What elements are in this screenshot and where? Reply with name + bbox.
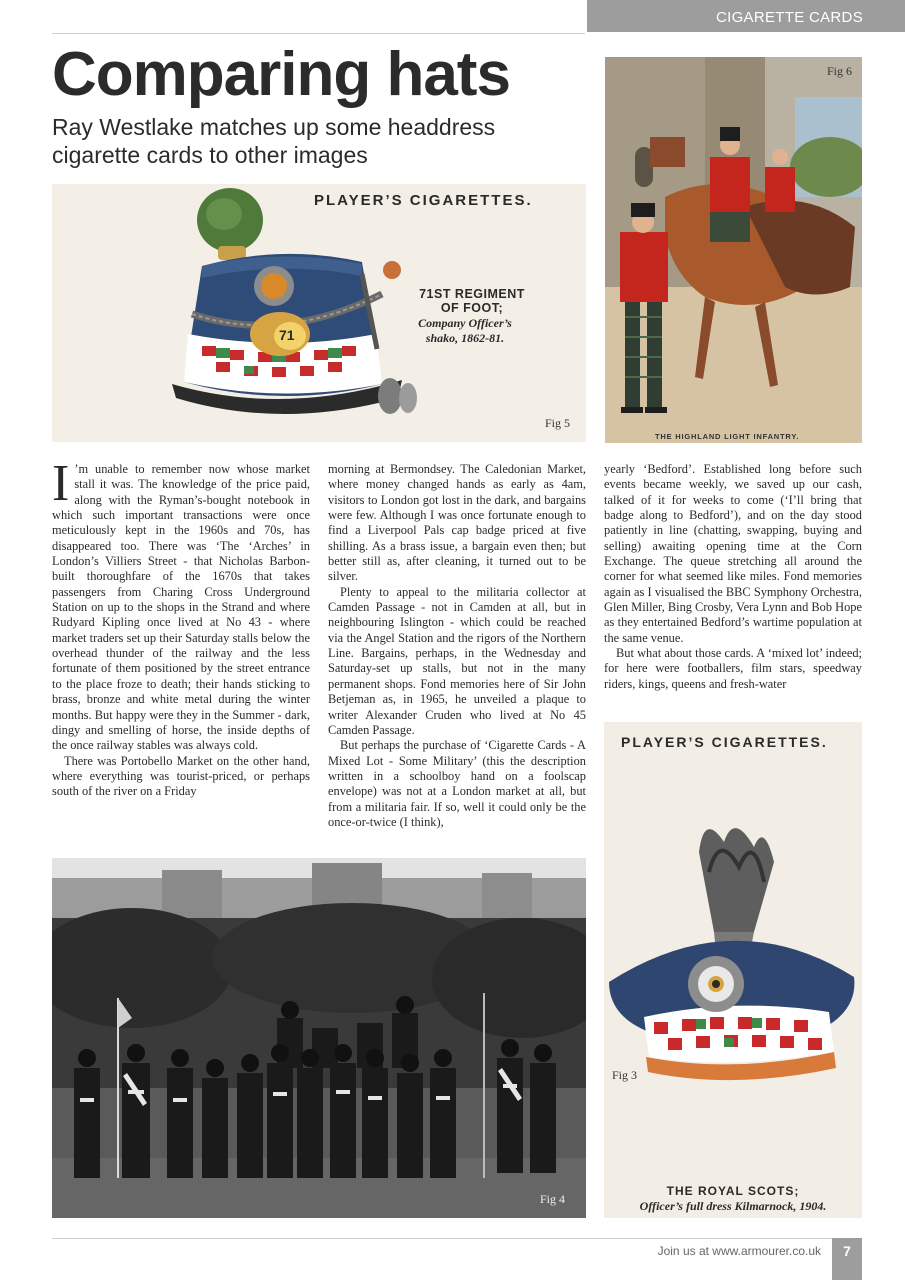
section-title: CIGARETTE CARDS — [715, 9, 863, 26]
paragraph-2-cont: morning at Bermondsey. The Caledonian Market, where money changed hands as early as 4am, visitors to London got lost in the dark, and bargains were few. Although I was once fortunate enough to find a Liverpool Pals cap badge priced at five shilling. As a brass issue, a bargain even then; but better still as, after cleaning, it turned out to be silver. — [328, 462, 586, 584]
paragraph-3: Plenty to appeal to the militaria collector at Camden Passage - not in Camden at all, but in neighbouring Islington - which could be reached via the Angel Station and the rigors of the Northern Line. Bargains, perhaps, in the Wednesday and Saturday-set up stalls, but not in the many permanent shops. Fond memories here of Sir John Betjeman as, in 1965, he unveiled a plaque to writer Alexander Cruden who lived at No 45 Camden Passage. — [328, 584, 586, 737]
fig5-brand: PLAYER’S CIGARETTES. — [314, 192, 533, 209]
regiment-photo — [52, 858, 586, 1218]
section-tab — [587, 0, 905, 32]
fig5-caption-4: shako, 1862-81. — [425, 331, 505, 345]
paragraph-4-start: But perhaps the purchase of ‘Cigarette Cards - A Mixed Lot - Some Military’ (this the description written in a schoolboy hand on a foolscap envelope) was not at a London market at all, but from a militaria fair. If so, well it could only be the once-or-twice (I think), — [328, 738, 586, 829]
shako-illustration — [162, 184, 422, 434]
fig6-painting — [605, 57, 862, 443]
fig3-kilmarnock-card — [604, 722, 862, 1218]
fig3-caption-2: Officer’s full dress Kilmarnock, 1904. — [639, 1199, 827, 1213]
hli-illustration — [605, 57, 862, 443]
column-2 — [328, 462, 586, 838]
fig5-caption-1: 71ST REGIMENT — [419, 287, 525, 301]
column-3 — [604, 462, 862, 714]
fig4-label: Fig 4 — [540, 1192, 566, 1206]
paragraph-2-start: There was Portobello Market on the other hand, where everything was tourist-priced, or perhaps south of the river on a Friday — [52, 753, 310, 799]
bottom-rule — [52, 1238, 832, 1239]
fig3-caption-1: THE ROYAL SCOTS; — [666, 1184, 800, 1198]
article-title: Comparing hats — [52, 40, 510, 109]
paragraph-4-cont: yearly ‘Bedford’. Established long before such events became weekly, we saved up our cash, talked of it for weeks to come (‘I’ll bring that badge along to Bedford’), and on the day stood patiently in line (chatting, swapping, buying and selling) awaiting opening time at the Corn Exchange. The queue stretching all around the corner for what seemed like miles. Fond memories again as I visualised the BBC Symphony Orchestra, Glen Miller, Bing Crosby, Vera Lynn and Bob Hope as they entertained Bedford’s wartime population at the same venue. — [604, 462, 862, 645]
fig6-caption: THE HIGHLAND LIGHT INFANTRY. — [655, 432, 800, 441]
fig3-brand: PLAYER’S CIGARETTES. — [621, 734, 828, 750]
fig6-label: Fig 6 — [827, 64, 853, 78]
fig5-caption-3: Company Officer’s — [418, 316, 512, 330]
fig5-shako-card — [52, 184, 586, 442]
column-1 — [52, 462, 310, 838]
paragraph-5: But what about those cards. A ‘mixed lot’ indeed; for here were footballers, film stars, speedway riders, kings, queens and fresh-water — [604, 646, 862, 691]
paragraph-1: ’m unable to remember now whose market stall it was. The knowledge of the price paid, along with the Ryman’s-bought notebook in which such important transactions were once meticulously kept in the 1960s and 70s, has disappeared too. There was ‘The ‘Arches’ in London’s Villiers Street - that Nicholas Barbon-built thoroughfare of the 1670s that takes passengers from Charing Cross Underground Station on up to the shops in the Strand and where Rudyard Kipling once lived at No 43 - where market traders set up their Saturday stalls below the overhead thunder of the railway and the less fortunate of them positioned by the street entrance to the place froze to death; their hands sticking to brass, bronze and white metal during the winter months. But happy were they in the Summer - dark, dingy and smelling of horse, the inside depths of the once railway stables was always cold. — [52, 462, 310, 753]
article-subtitle: Ray Westlake matches up some headdress cigarette cards to other images — [52, 114, 496, 168]
drop-cap: I — [52, 462, 70, 512]
page-number: 7 — [832, 1238, 862, 1280]
top-rule — [52, 33, 585, 34]
footer-url[interactable]: Join us at www.armourer.co.uk — [657, 1244, 821, 1258]
fig5-label: Fig 5 — [545, 416, 571, 430]
fig4-photograph — [52, 858, 586, 1218]
fig3-label: Fig 3 — [612, 1068, 638, 1082]
fig5-badge-number: 71 — [279, 327, 295, 343]
kilmarnock-illustration — [604, 812, 862, 1112]
fig5-caption-2: OF FOOT; — [440, 301, 504, 315]
